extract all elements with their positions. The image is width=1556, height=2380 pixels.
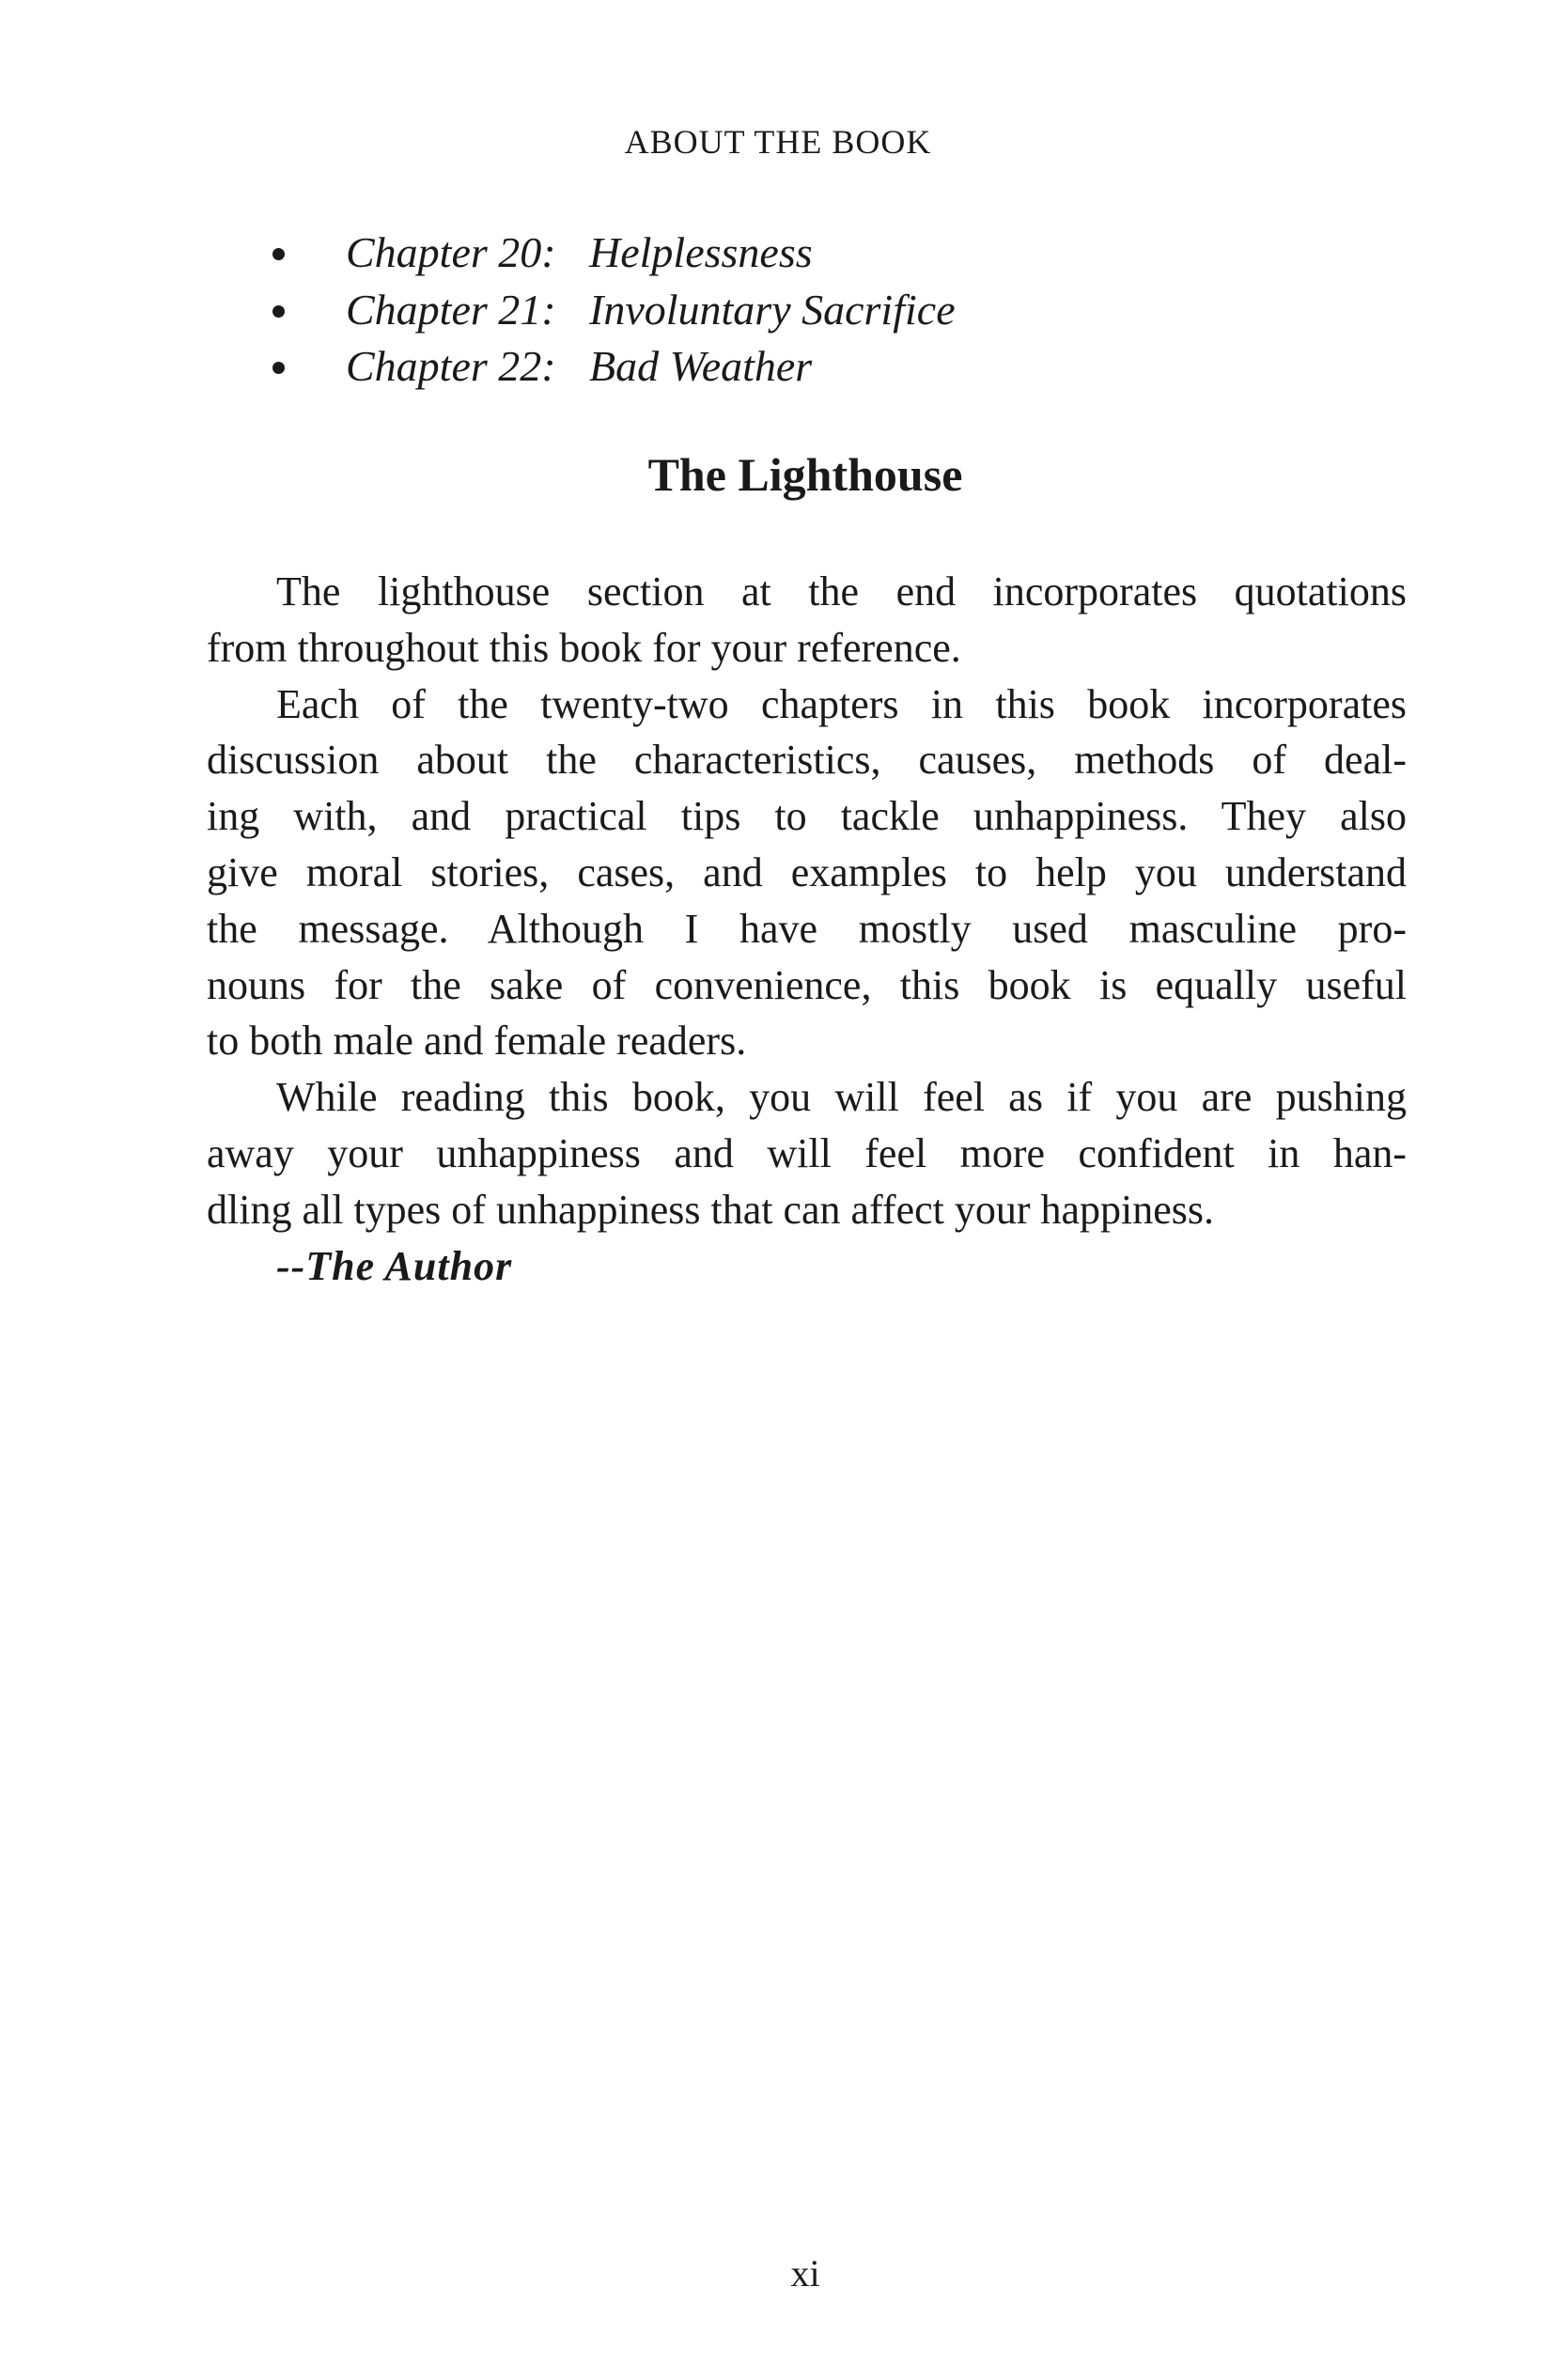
text-line: dling all types of unhappiness that can affect your happiness. — [207, 1186, 1215, 1233]
text-line: give moral stories, cases, and examples to help you understand — [207, 848, 1407, 895]
text-line: to both male and female readers. — [207, 1018, 747, 1065]
chapter-title: Helplessness — [589, 228, 813, 276]
text-line: the message. Although I have mostly used masculine pro- — [207, 905, 1407, 952]
chapter-number: Chapter 22: — [346, 342, 556, 390]
text-line: While reading this book, you will feel as if you are pushing — [276, 1074, 1407, 1121]
text-line: discussion about the characteristics, causes, methods of deal- — [207, 737, 1407, 784]
chapter-title: Bad Weather — [589, 342, 813, 390]
paragraph — [207, 677, 1407, 1070]
page-number: xi — [790, 2252, 820, 2294]
text-line: away your unhappiness and will feel more confident in han- — [207, 1129, 1407, 1176]
bullet-icon — [272, 305, 285, 318]
paragraph — [207, 564, 1407, 677]
text-line: nouns for the sake of convenience, this book is equally useful — [207, 961, 1407, 1008]
running-head: ABOUT THE BOOK — [624, 123, 932, 161]
author-signature: --The Author — [276, 1242, 513, 1289]
paragraph — [207, 1069, 1407, 1237]
section-heading: The Lighthouse — [647, 448, 963, 501]
text-line: Each of the twenty-two chapters in this book incorporates — [276, 680, 1407, 727]
chapter-number: Chapter 20: — [346, 228, 556, 276]
bullet-icon — [272, 362, 285, 374]
text-line: from throughout this book for your reference. — [207, 624, 961, 671]
chapter-title: Involuntary Sacrifice — [589, 285, 956, 334]
chapter-number: Chapter 21: — [346, 285, 556, 334]
text-line: ing with, and practical tips to tackle unhappiness. They also — [207, 793, 1407, 840]
body-text — [207, 564, 1407, 1294]
text-line: The lighthouse section at the end incorporates quotations — [276, 568, 1407, 614]
bullet-icon — [272, 248, 285, 260]
